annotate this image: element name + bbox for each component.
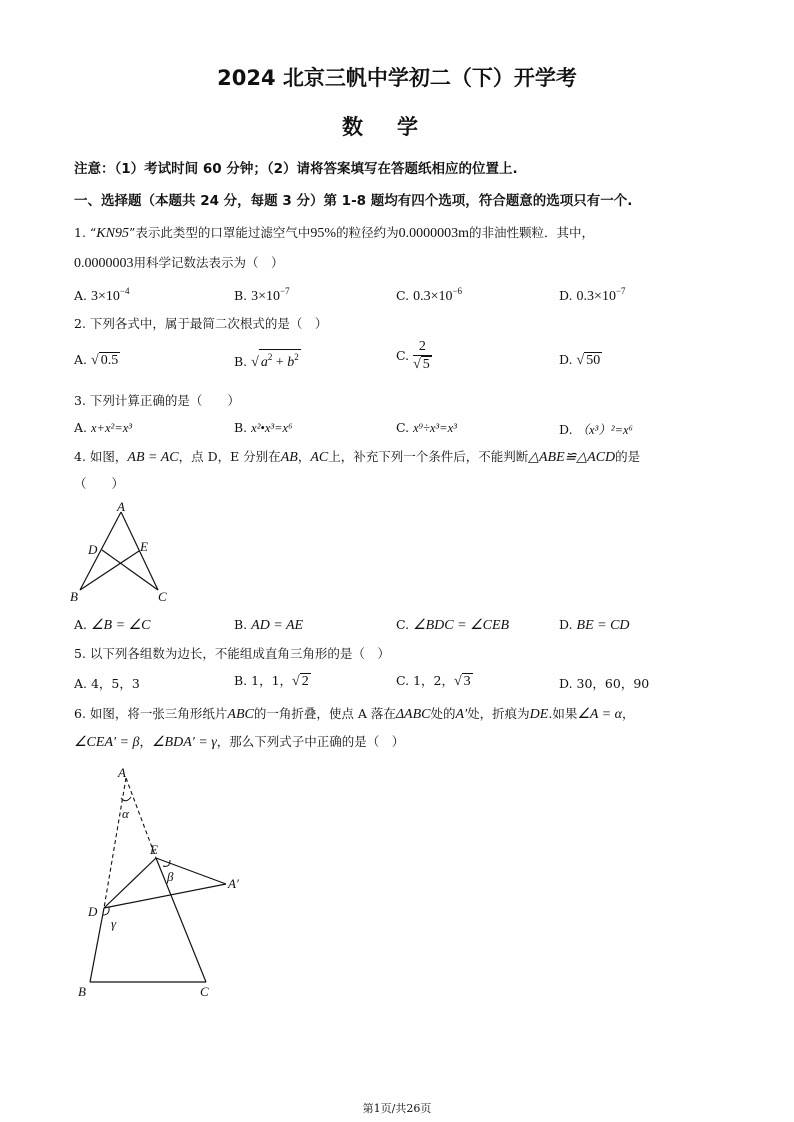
label-c: C — [200, 984, 209, 999]
q1-stem-end: 用科学记数法表示为（ ） — [133, 255, 284, 270]
option-value: x²•x³=x⁶ — [251, 421, 293, 435]
option-label: B. — [234, 288, 248, 303]
q5-option-d[interactable]: D. 30，60，90 — [559, 676, 650, 691]
label-d: D — [88, 904, 98, 919]
option-exponent: −6 — [452, 286, 463, 296]
q6-de: DE — [529, 707, 549, 722]
q6-text-5: .如果 — [548, 706, 578, 721]
option-label: C. — [396, 420, 414, 435]
option-exponent: −4 — [119, 286, 130, 296]
q6-text-3: 处的 — [430, 706, 456, 721]
section-heading: 一、选择题（本题共 24 分，每题 3 分）第 1-8 题均有四个选项，符合题意的选项只有一个. — [74, 193, 633, 209]
line-db — [90, 908, 104, 982]
q3-option-a[interactable] — [74, 420, 132, 436]
option-label: C. — [396, 348, 410, 363]
q4-text-1: 4. 如图， — [74, 449, 128, 464]
q5-option-c[interactable]: C. 1，2，√ 3 — [396, 673, 471, 689]
q4-congruence: △ABE≌△ACD — [528, 450, 616, 465]
q5-option-b[interactable]: B. 1，1，√ 2 — [234, 673, 309, 689]
label-d: D — [88, 542, 98, 557]
numerator: 2 — [413, 339, 432, 356]
option-value: x+x²=x³ — [90, 421, 132, 435]
label-a-prime: A′ — [228, 876, 239, 891]
line-ab — [80, 512, 121, 590]
option-label: C. — [396, 288, 410, 303]
q4-option-c[interactable] — [396, 617, 509, 634]
subject-title: 数学 — [342, 115, 452, 139]
q4-text-3: 上，补充下列一个条件后，不能判断 — [328, 449, 529, 464]
label-alpha: α — [122, 806, 129, 821]
option-exponent: −7 — [280, 286, 290, 296]
q4-option-d[interactable] — [559, 617, 630, 634]
option-label: A. — [74, 420, 91, 435]
option-text: B. 1，1， — [234, 673, 293, 688]
q1-option-a[interactable] — [74, 286, 129, 305]
label-e: E — [150, 842, 158, 857]
line-da-prime — [104, 884, 226, 908]
label-b: B — [70, 589, 78, 604]
q5-option-a[interactable]: A. 4，5，3 — [74, 676, 140, 691]
q6-comma: ， — [621, 706, 635, 721]
radicand: 5 — [422, 357, 430, 372]
q6-folding-figure — [70, 762, 260, 1002]
page-number: 第1页/共26页 — [362, 1102, 432, 1115]
question-1-line-1 — [74, 223, 594, 242]
option-value: ∠BDC = ∠CEB — [413, 618, 510, 633]
q2-option-b[interactable]: B. √ $a^2 + b^2$ — [234, 349, 301, 371]
q1-size: 0.0000003m — [398, 226, 469, 241]
label-c: C — [158, 589, 167, 604]
option-value: （x³）²=x⁶ — [576, 423, 633, 437]
label-a: A — [118, 765, 126, 780]
radicand: 2 — [301, 674, 309, 689]
dashed-ad — [104, 778, 126, 908]
q3-option-d[interactable] — [559, 420, 633, 438]
var-a: a — [260, 355, 268, 370]
option-label: A. — [74, 352, 88, 367]
line-de — [104, 858, 156, 908]
option-label: B. — [234, 617, 252, 632]
question-6-line-1 — [74, 704, 635, 723]
q4-triangle-figure — [66, 498, 176, 608]
notice: 注意：（1）考试时间 60 分钟；（2）请将答案填写在答题纸相应的位置上. — [74, 161, 518, 177]
exp-b: 2 — [294, 352, 299, 362]
q6-dabc: ΔABC — [395, 707, 431, 722]
q4-option-b[interactable] — [234, 617, 303, 634]
q1-text-a: 1. “ — [74, 225, 97, 240]
option-text: C. 1，2， — [396, 673, 454, 688]
q6-ap: A′ — [455, 707, 468, 722]
q1-text-c: 的粒径约为 — [336, 225, 399, 240]
label-e: E — [140, 539, 148, 554]
q4-ab: AB — [280, 450, 298, 465]
option-label: C. — [396, 617, 414, 632]
q1-text-b: ”表示此类型的口罩能过滤空气中 — [128, 225, 311, 240]
option-label: D. — [559, 617, 577, 632]
q4-eq: AB = AC — [127, 450, 179, 465]
q4-option-a[interactable] — [74, 617, 150, 634]
question-6-line-2 — [74, 732, 404, 751]
question-5-stem: 5. 以下列各组数为边长，不能组成直角三角形的是（ ） — [74, 646, 390, 661]
option-value: 0.3×10 — [413, 289, 453, 304]
option-label: A. — [74, 288, 88, 303]
q6-angle-cea: ∠CEA′ = β — [74, 735, 140, 750]
option-label: B. — [234, 354, 248, 369]
radicand: 0.5 — [100, 353, 119, 368]
label-gamma: γ — [111, 916, 117, 931]
option-label: D. — [559, 422, 577, 437]
q2-option-c[interactable]: C. $\frac{2}{√ 5}$ — [396, 339, 430, 372]
var-b: b — [287, 355, 295, 370]
q4-text-4: 的是 — [615, 449, 641, 464]
option-label: A. — [74, 617, 91, 632]
q6-angle-bda: ∠BDA′ = γ — [152, 735, 217, 750]
radicand: 50 — [586, 353, 601, 368]
option-value: ∠B = ∠C — [90, 618, 151, 633]
q6-text-1: 6. 如图，将一张三角形纸片 — [74, 706, 228, 721]
label-a: A — [117, 499, 125, 514]
radicand: 3 — [463, 674, 471, 689]
question-1-line-2 — [74, 253, 284, 272]
q2-option-d[interactable]: D. √ 50 — [559, 352, 601, 368]
option-value: BE = CD — [576, 618, 630, 633]
q6-angle-a: ∠A = α — [577, 707, 622, 722]
option-value: x⁹÷x³=x³ — [413, 421, 457, 435]
question-2-stem: 2. 下列各式中，属于最简二次根式的是（ ） — [74, 316, 328, 331]
q6-text-2: 的一角折叠，使点 A 落在 — [253, 706, 396, 721]
q6-abc: ABC — [227, 707, 254, 722]
q1-number: 0.0000003 — [74, 256, 134, 271]
label-b: B — [78, 984, 86, 999]
plus: + — [272, 355, 288, 370]
option-label: B. — [234, 420, 252, 435]
q6-text-4: 处，折痕为 — [467, 706, 530, 721]
q6-text-6: ，那么下列式子中正确的是（ ） — [216, 734, 405, 749]
label-beta: β — [167, 869, 174, 884]
q3-option-c[interactable] — [396, 420, 457, 436]
question-3-stem: 3. 下列计算正确的是（ ） — [74, 393, 240, 408]
option-label: D. — [559, 352, 573, 367]
q1-option-c[interactable] — [396, 286, 462, 305]
q6-comma-2: ， — [139, 734, 152, 749]
q4-text-2: ，点 D，E 分别在 — [178, 449, 281, 464]
exam-title: 2024 北京三帆中学初二（下）开学考 — [217, 66, 577, 90]
option-value: 0.3×10 — [576, 289, 616, 304]
option-exponent: −7 — [615, 286, 626, 296]
question-4-paren: （ ） — [74, 476, 125, 491]
q3-option-b[interactable] — [234, 420, 292, 436]
exp-a: 2 — [267, 352, 273, 362]
q4-ac: AC — [310, 450, 329, 465]
q1-kn95: KN95 — [96, 226, 129, 241]
option-value: AD = AE — [251, 618, 304, 633]
q1-percent: 95% — [310, 226, 337, 241]
q1-option-b[interactable] — [234, 286, 290, 305]
option-value: 3×10 — [251, 289, 281, 304]
question-4-stem — [74, 447, 640, 466]
q4-comma: ， — [297, 449, 311, 464]
q1-text-d: 的非油性颗粒．其中， — [468, 225, 594, 240]
option-label: D. — [559, 288, 573, 303]
q2-option-a[interactable]: A. √ 0.5 — [74, 352, 119, 368]
option-value: 3×10 — [91, 289, 120, 304]
line-ec — [156, 858, 206, 982]
q1-option-d[interactable] — [559, 286, 626, 305]
